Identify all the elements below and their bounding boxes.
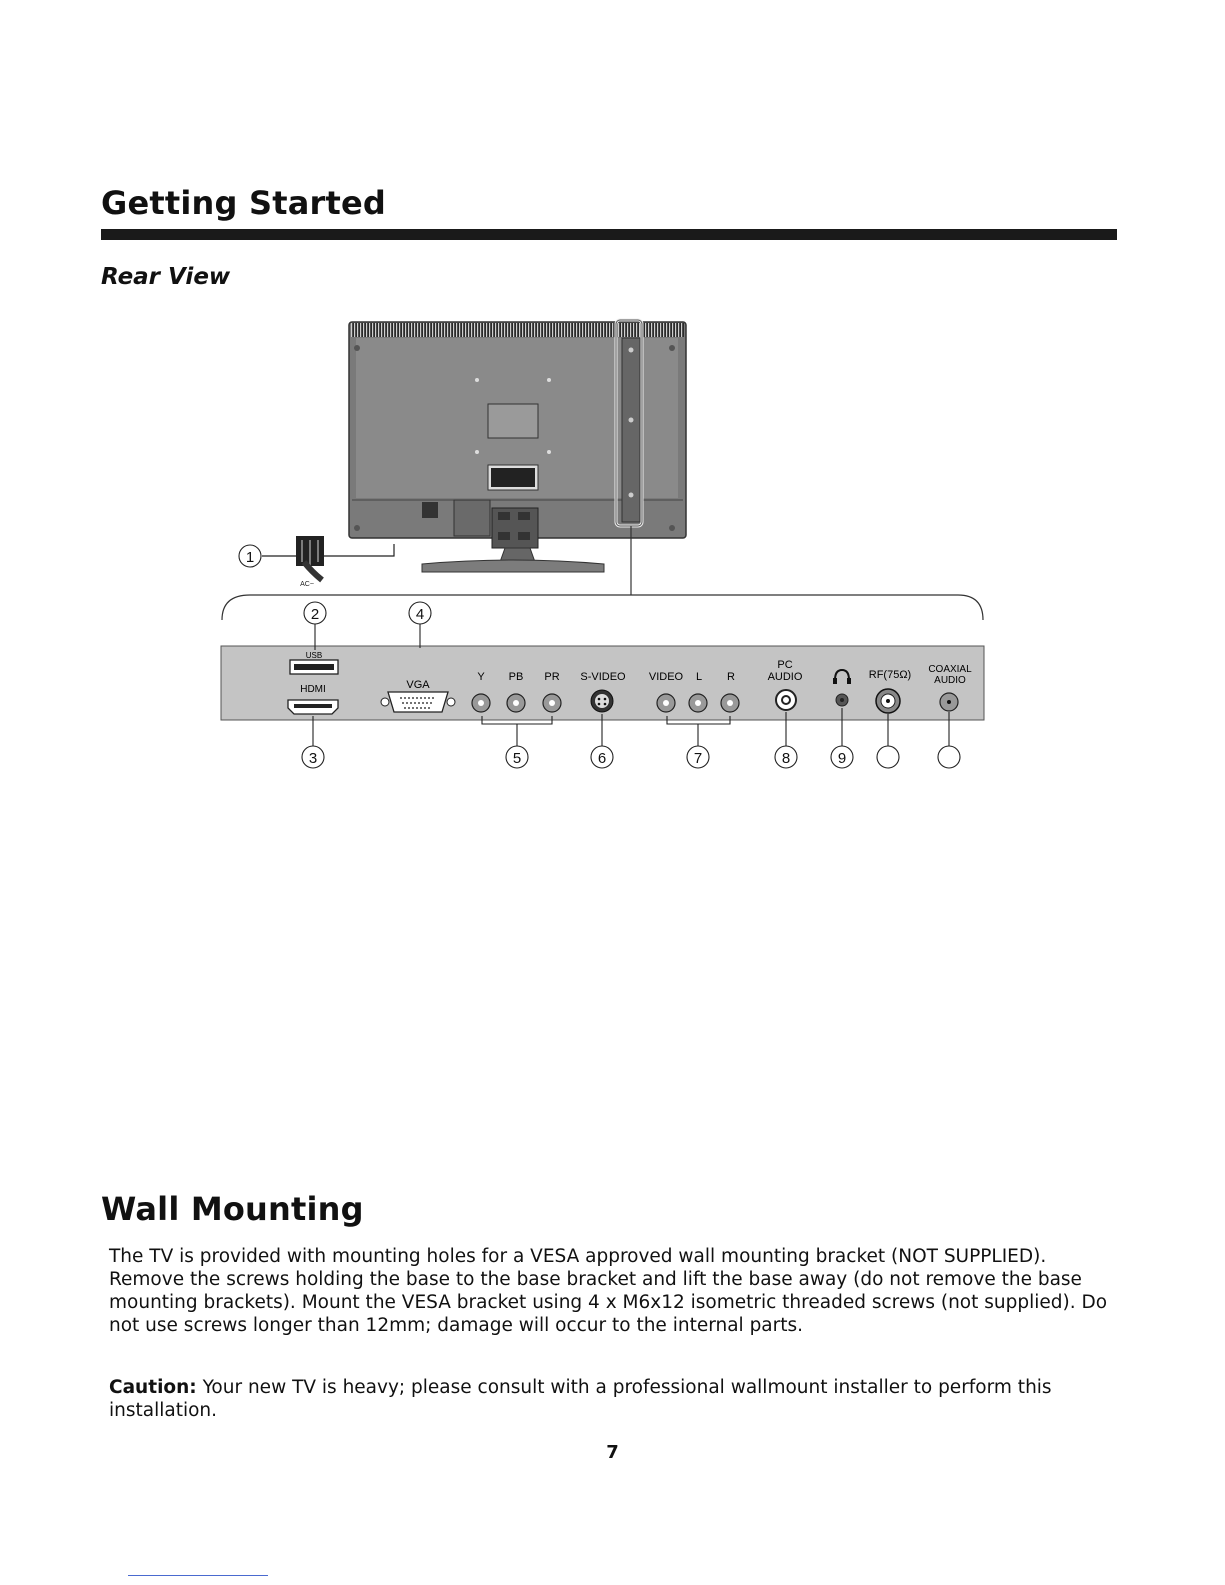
pc-audio-port — [776, 690, 796, 710]
y-label: Y — [477, 671, 485, 683]
usb-label: USB — [305, 651, 323, 660]
callout-7: 7 — [693, 750, 703, 767]
caution-label: Caution: — [109, 1377, 197, 1398]
ac-label: AC~ — [300, 581, 314, 588]
hdmi-label: HDMI — [300, 684, 326, 695]
callout-3: 3 — [308, 750, 318, 767]
callout-1: 1 — [245, 549, 255, 566]
pc-label: PC — [777, 659, 793, 671]
footer-link-underline — [128, 1575, 268, 1576]
page-number: 7 — [606, 1442, 619, 1463]
callout-5: 5 — [512, 750, 522, 767]
wall-mounting-paragraph: The TV is provided with mounting holes for a VESA approved wall mounting bracket (NOT SUPPLIED). Remove the screws holding the base to the base bracket and lift the base away (do not remove the base mounting brackets). Mount the VESA bracket using 4 x M6x12 isometric threaded screws (not supplied). Do not use screws longer than 12mm; damage will occur to the internal parts. — [109, 1246, 1108, 1336]
hdmi-port — [288, 700, 338, 714]
pr-label: PR — [544, 671, 560, 683]
pb-label: PB — [508, 671, 524, 683]
s-video-port — [591, 690, 613, 712]
caution-paragraph — [109, 1376, 1119, 1422]
r-label: R — [727, 671, 735, 683]
ac-power-plug — [262, 536, 394, 580]
composite-ports — [657, 694, 739, 712]
section-heading: Getting Started — [101, 184, 386, 222]
s-video-label: S-VIDEO — [580, 671, 626, 683]
component-ports — [472, 694, 561, 712]
rf-port — [876, 689, 900, 713]
coaxial-label: COAXIAL — [928, 664, 972, 675]
coaxial-audio-label: AUDIO — [934, 675, 966, 686]
caution-text: Your new TV is heavy; please consult with a professional wallmount installer to perform this installation. — [109, 1377, 1052, 1421]
pc-audio-label: AUDIO — [767, 671, 803, 683]
callout-6: 6 — [597, 750, 607, 767]
rf-label: RF(75Ω) — [868, 669, 912, 681]
zoom-bracket — [222, 595, 983, 620]
callout-2: 2 — [310, 606, 320, 623]
wall-mounting-heading: Wall Mounting — [101, 1190, 364, 1228]
usb-port — [290, 660, 338, 674]
subheading-rear-view: Rear View — [101, 264, 231, 290]
callout-4: 4 — [415, 606, 425, 623]
callout-9: 9 — [837, 750, 847, 767]
headphone-port — [836, 694, 848, 706]
vga-label: VGA — [406, 679, 430, 691]
video-label: VIDEO — [648, 671, 684, 683]
tv-rear-illustration — [349, 320, 686, 572]
coaxial-audio-port — [940, 693, 958, 711]
callout-8: 8 — [781, 750, 791, 767]
l-label: L — [695, 671, 703, 683]
